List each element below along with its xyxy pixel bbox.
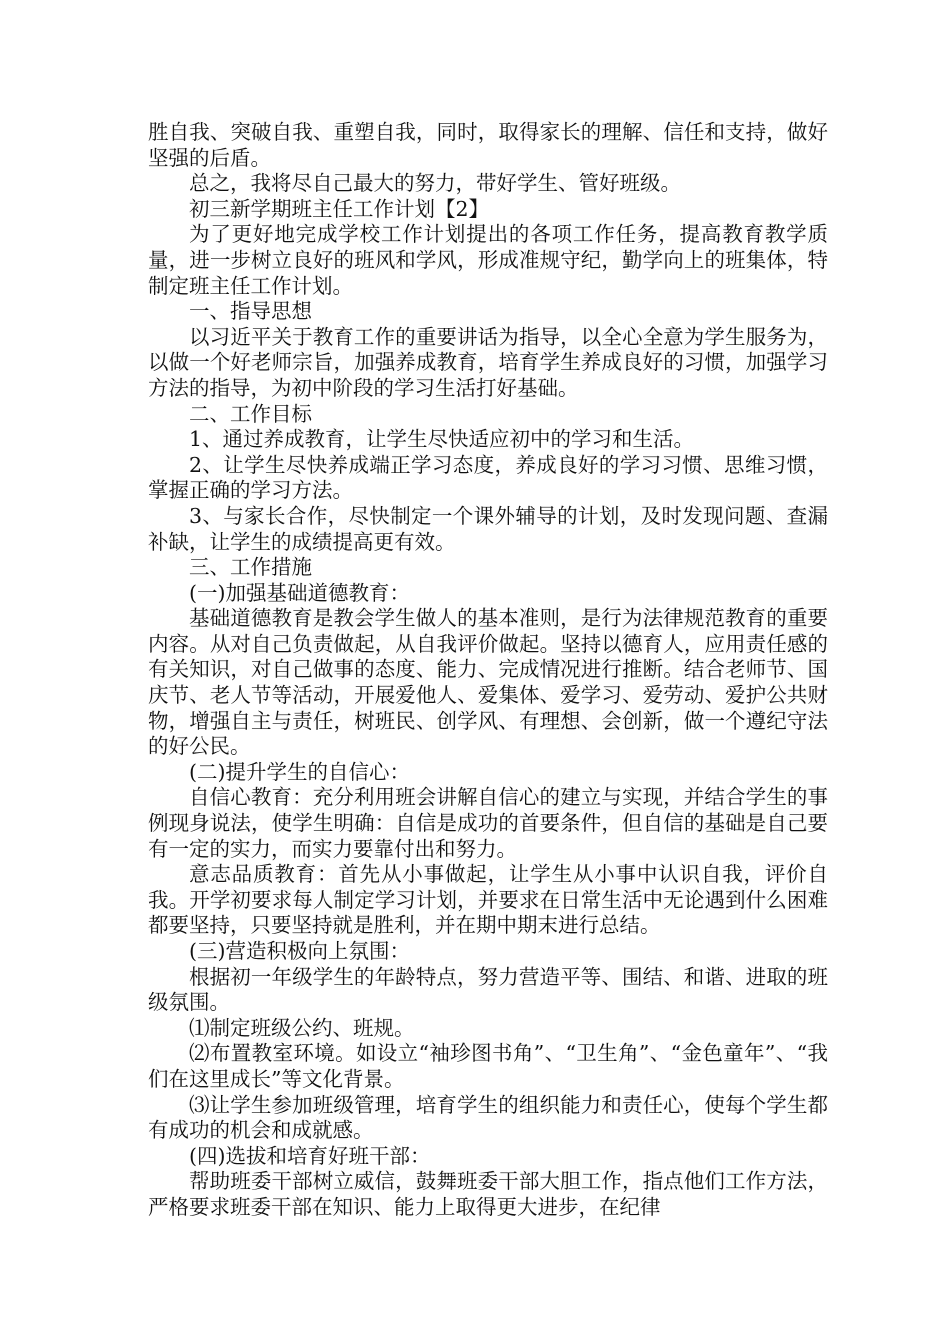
paragraph-confidence: 自信心教育：充分利用班会讲解自信心的建立与实现，并结合学生的事例现身说法，使学生明确：自信是成功的首要条件，但自信的基础是自己要有一定的实力，而实力要靠付出和努力。	[148, 785, 828, 861]
paragraph-2: 总之，我将尽自己最大的努力，带好学生、管好班级。	[189, 171, 681, 196]
heading-work-goals: 二、工作目标	[189, 401, 312, 426]
goal-item-2: 2、让学生尽快养成端正学习态度，养成良好的学习习惯、思维习惯，掌握正确的学习方法。	[148, 452, 828, 503]
heading-guiding-ideology: 一、指导思想	[189, 299, 312, 324]
subheading-2: (二)提升学生的自信心：	[189, 759, 410, 784]
paragraph-moral-education: 基础道德教育是教会学生做人的基本准则，是行为法律规范教育的重要内容。从对自己负责做起，从自我评价做起。坚持以德育人，应用责任感的有关知识，对自己做事的态度、能力、完成情况进行推断。结合老师节、国庆节、老人节等活动，开展爱他人、爱集体、爱学习、爱劳动、爱护公共财物，增强自主与责任，树班民、创学风、有理想、会创新，做一个遵纪守法的好公民。	[148, 606, 828, 759]
paragraph-guiding-ideology: 以习近平关于教育工作的重要讲话为指导，以全心全意为学生服务为，以做一个好老师宗旨，加强养成教育，培育学生养成良好的习惯，加强学习方法的指导，为初中阶段的学习生活打好基础。	[148, 324, 828, 400]
paragraph-willpower: 意志品质教育：首先从小事做起，让学生从小事中认识自我，评价自我。开学初要求每人制定学习计划，并要求在日常生活中无论遇到什么困难都要坚持，只要坚持就是胜利，并在期中期末进行总结。	[148, 862, 828, 938]
list-item-1: ⑴制定班级公约、班规。	[189, 1015, 415, 1040]
document-body	[148, 120, 828, 1221]
section-title: 初三新学期班主任工作计划【2】	[189, 196, 490, 221]
paragraph-class-cadres: 帮助班委干部树立威信，鼓舞班委干部大胆工作，指点他们工作方法，严格要求班委干部在知识、能力上取得更大进步，在纪律	[148, 1169, 828, 1219]
list-item-2: ⑵布置教室环境。如设立“袖珍图书角”、“卫生角”、“金色童年”、“我们在这里成长”等文化背景。	[148, 1041, 828, 1091]
subheading-1: (一)加强基础道德教育：	[189, 580, 410, 605]
list-item-3: ⑶让学生参加班级管理，培育学生的组织能力和责任心，使每个学生都有成功的机会和成就感。	[148, 1092, 828, 1143]
paragraph-atmosphere: 根据初一年级学生的年龄特点，努力营造平等、围结、和谐、进取的班级氛围。	[148, 964, 828, 1015]
goal-item-1: 1、通过养成教育，让学生尽快适应初中的学习和生活。	[189, 427, 695, 452]
goal-item-3: 3、与家长合作，尽快制定一个课外辅导的计划，及时发现问题、查漏补缺，让学生的成绩提高更有效。	[148, 503, 828, 554]
subheading-4: (四)选拔和培育好班干部：	[189, 1143, 431, 1168]
paragraph-intro: 为了更好地完成学校工作计划提出的各项工作任务，提高教育教学质量，进一步树立良好的班风和学风，形成准规守纪，勤学向上的班集体，特制定班主任工作计划。	[148, 222, 828, 298]
heading-work-measures: 三、工作措施	[189, 555, 312, 580]
subheading-3: (三)营造积极向上氛围：	[189, 939, 410, 963]
paragraph-1: 胜自我、突破自我、重塑自我，同时，取得家长的理解、信任和支持，做好坚强的后盾。	[148, 120, 828, 170]
